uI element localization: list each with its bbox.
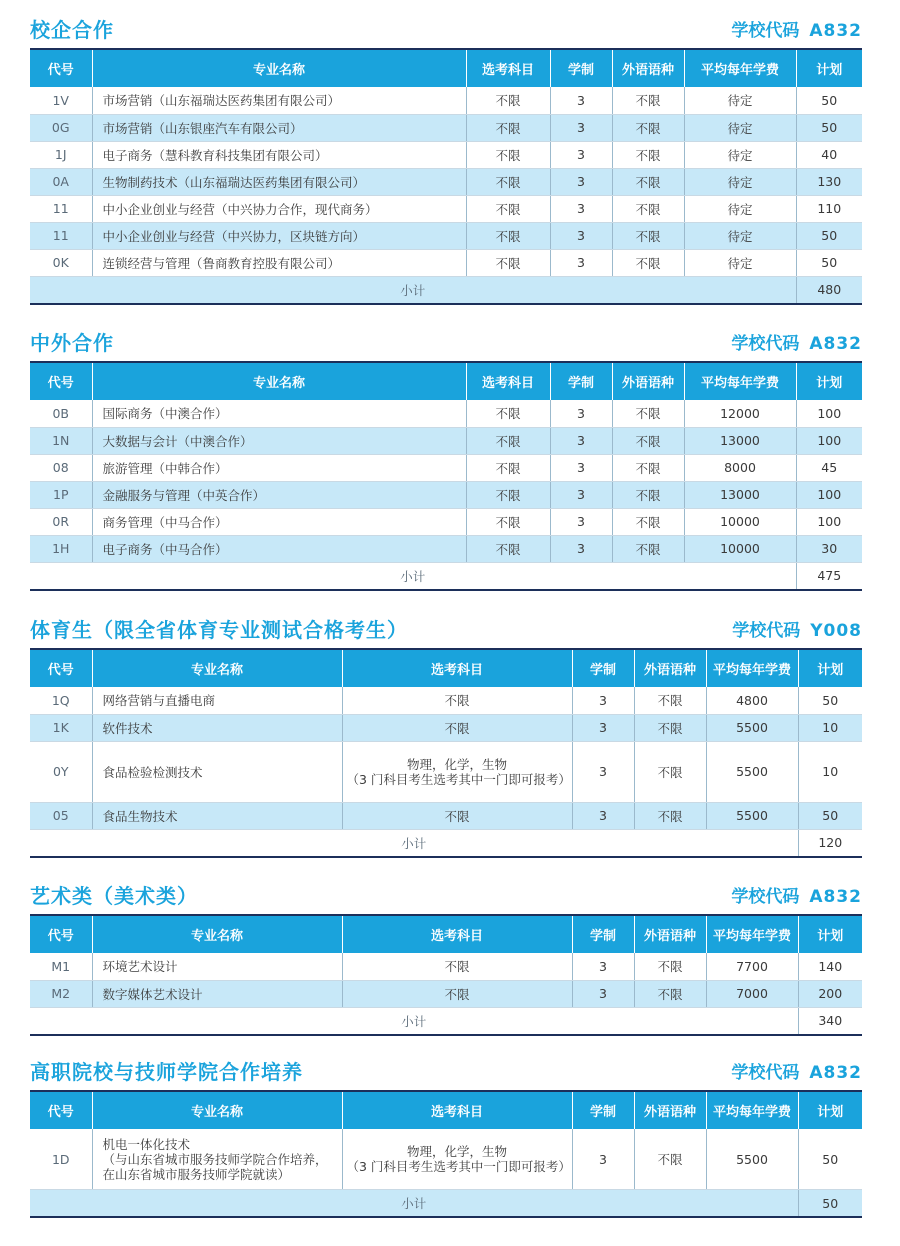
table-header-row — [30, 915, 862, 953]
header-language: 外语语种 — [634, 915, 706, 953]
school-code-value: Y008 — [810, 621, 862, 641]
school-code-label: 学校代码 — [731, 334, 800, 354]
cell-plan: 50 — [796, 249, 862, 276]
cell-subjects: 不限 — [342, 714, 572, 741]
table-row — [30, 508, 862, 535]
header-duration: 学制 — [572, 649, 634, 687]
cell-major: 国际商务（中澳合作） — [92, 400, 466, 427]
table-row — [30, 980, 862, 1007]
cell-tuition: 7700 — [706, 953, 798, 980]
cell-code: 1K — [30, 714, 92, 741]
cell-major: 网络营销与直播电商 — [92, 687, 342, 714]
cell-subjects: 不限 — [466, 400, 550, 427]
table-row — [30, 687, 862, 714]
cell-tuition: 12000 — [684, 400, 796, 427]
cell-tuition: 13000 — [684, 481, 796, 508]
cell-language: 不限 — [634, 953, 706, 980]
table-row — [30, 168, 862, 195]
header-major: 专业名称 — [92, 1091, 342, 1129]
cell-plan: 100 — [796, 400, 862, 427]
subtotal-value: 340 — [798, 1007, 862, 1035]
header-plan: 计划 — [798, 649, 862, 687]
cell-major: 中小企业创业与经营（中兴协力，区块链方向） — [92, 222, 466, 249]
cell-subjects: 不限 — [466, 508, 550, 535]
cell-duration: 3 — [572, 953, 634, 980]
header-tuition: 平均每年学费 — [706, 1091, 798, 1129]
cell-subjects: 不限 — [342, 953, 572, 980]
table-row — [30, 141, 862, 168]
cell-language: 不限 — [612, 427, 684, 454]
cell-major: 商务管理（中马合作） — [92, 508, 466, 535]
section-yishulei — [30, 880, 862, 1036]
cell-subjects: 不限 — [342, 802, 572, 829]
subtotal-label: 小计 — [30, 829, 798, 857]
cell-subjects: 不限 — [466, 168, 550, 195]
cell-subjects: 不限 — [466, 249, 550, 276]
cell-duration: 3 — [550, 249, 612, 276]
school-code-label: 学校代码 — [732, 621, 801, 641]
header-major: 专业名称 — [92, 49, 466, 87]
cell-language: 不限 — [612, 87, 684, 114]
cell-duration: 3 — [572, 1129, 634, 1190]
section-title: 中外合作 — [30, 331, 114, 355]
cell-tuition: 5500 — [706, 741, 798, 802]
subtotal-label: 小计 — [30, 562, 796, 590]
table-row — [30, 222, 862, 249]
cell-duration: 3 — [550, 400, 612, 427]
header-language: 外语语种 — [612, 49, 684, 87]
cell-major: 电子商务（慧科教育科技集团有限公司） — [92, 141, 466, 168]
cell-plan: 40 — [796, 141, 862, 168]
header-tuition: 平均每年学费 — [684, 49, 796, 87]
cell-language: 不限 — [612, 141, 684, 168]
cell-duration: 3 — [550, 168, 612, 195]
cell-language: 不限 — [612, 114, 684, 141]
cell-tuition: 待定 — [684, 141, 796, 168]
cell-duration: 3 — [550, 222, 612, 249]
cell-major: 数字媒体艺术设计 — [92, 980, 342, 1007]
header-code: 代号 — [30, 649, 92, 687]
cell-subjects: 物理，化学，生物 （3 门科目考生选考其中一门即可报考） — [342, 741, 572, 802]
table-row — [30, 1129, 862, 1190]
table-row — [30, 481, 862, 508]
cell-major: 食品生物技术 — [92, 802, 342, 829]
cell-code: 11 — [30, 195, 92, 222]
cell-plan: 30 — [796, 535, 862, 562]
header-subjects: 选考科目 — [342, 649, 572, 687]
subtotal-row — [30, 1190, 862, 1218]
cell-language: 不限 — [612, 195, 684, 222]
school-code-label: 学校代码 — [731, 1063, 800, 1083]
cell-language: 不限 — [634, 1129, 706, 1190]
cell-code: 08 — [30, 454, 92, 481]
cell-code: 0A — [30, 168, 92, 195]
cell-duration: 3 — [572, 980, 634, 1007]
cell-tuition: 待定 — [684, 87, 796, 114]
school-code-label: 学校代码 — [731, 887, 800, 907]
header-subjects: 选考科目 — [466, 362, 550, 400]
cell-language: 不限 — [612, 400, 684, 427]
cell-code: 1J — [30, 141, 92, 168]
table-row — [30, 400, 862, 427]
cell-code: 0K — [30, 249, 92, 276]
cell-subjects: 不限 — [342, 687, 572, 714]
school-code — [731, 329, 862, 354]
table-row — [30, 741, 862, 802]
cell-major: 电子商务（中马合作） — [92, 535, 466, 562]
header-tuition: 平均每年学费 — [706, 649, 798, 687]
header-code: 代号 — [30, 362, 92, 400]
cell-plan: 50 — [798, 1129, 862, 1190]
cell-major: 机电一体化技术 （与山东省城市服务技师学院合作培养， 在山东省城市服务技师学院就读） — [92, 1129, 342, 1190]
cell-code: 0B — [30, 400, 92, 427]
cell-duration: 3 — [572, 802, 634, 829]
table-row — [30, 87, 862, 114]
cell-tuition: 8000 — [684, 454, 796, 481]
cell-plan: 50 — [798, 687, 862, 714]
cell-subjects: 不限 — [466, 454, 550, 481]
school-code-value: A832 — [809, 334, 862, 354]
cell-plan: 130 — [796, 168, 862, 195]
table-row — [30, 114, 862, 141]
section-title: 校企合作 — [30, 18, 114, 42]
cell-tuition: 5500 — [706, 802, 798, 829]
cell-tuition: 待定 — [684, 168, 796, 195]
section-header — [30, 880, 862, 914]
cell-tuition: 10000 — [684, 508, 796, 535]
header-language: 外语语种 — [634, 1091, 706, 1129]
subtotal-row — [30, 276, 862, 304]
cell-subjects: 不限 — [466, 195, 550, 222]
subtotal-row — [30, 1007, 862, 1035]
cell-major: 大数据与会计（中澳合作） — [92, 427, 466, 454]
header-plan: 计划 — [798, 1091, 862, 1129]
table-row — [30, 953, 862, 980]
cell-tuition: 5500 — [706, 714, 798, 741]
subtotal-label: 小计 — [30, 276, 796, 304]
cell-plan: 100 — [796, 508, 862, 535]
cell-major: 市场营销（山东银座汽车有限公司） — [92, 114, 466, 141]
cell-language: 不限 — [612, 168, 684, 195]
section-header — [30, 327, 862, 361]
cell-duration: 3 — [550, 508, 612, 535]
subtotal-row — [30, 562, 862, 590]
cell-tuition: 待定 — [684, 114, 796, 141]
cell-major: 连锁经营与管理（鲁商教育控股有限公司） — [92, 249, 466, 276]
table-header-row — [30, 362, 862, 400]
header-plan: 计划 — [796, 362, 862, 400]
table-row — [30, 802, 862, 829]
header-subjects: 选考科目 — [466, 49, 550, 87]
header-duration: 学制 — [550, 362, 612, 400]
cell-duration: 3 — [550, 454, 612, 481]
school-code-value: A832 — [809, 1063, 862, 1083]
section-zhongwai — [30, 327, 862, 591]
table-row — [30, 195, 862, 222]
cell-subjects: 不限 — [466, 535, 550, 562]
table-row — [30, 714, 862, 741]
header-code: 代号 — [30, 49, 92, 87]
cell-tuition: 5500 — [706, 1129, 798, 1190]
section-title: 艺术类（美术类） — [30, 884, 198, 908]
header-tuition: 平均每年学费 — [684, 362, 796, 400]
header-major: 专业名称 — [92, 362, 466, 400]
cell-plan: 45 — [796, 454, 862, 481]
cell-duration: 3 — [550, 87, 612, 114]
admission-table — [30, 1090, 862, 1218]
cell-code: M2 — [30, 980, 92, 1007]
school-code — [731, 882, 862, 907]
admission-table — [30, 914, 862, 1036]
school-code — [731, 1058, 862, 1083]
cell-subjects: 不限 — [466, 114, 550, 141]
cell-language: 不限 — [634, 980, 706, 1007]
cell-subjects: 不限 — [466, 141, 550, 168]
header-major: 专业名称 — [92, 649, 342, 687]
cell-subjects: 不限 — [466, 222, 550, 249]
section-header — [30, 614, 862, 648]
cell-subjects: 不限 — [342, 980, 572, 1007]
cell-code: 0R — [30, 508, 92, 535]
cell-code: 05 — [30, 802, 92, 829]
header-code: 代号 — [30, 915, 92, 953]
subtotal-value: 50 — [798, 1190, 862, 1218]
cell-major: 金融服务与管理（中英合作） — [92, 481, 466, 508]
cell-plan: 50 — [796, 87, 862, 114]
cell-subjects: 不限 — [466, 481, 550, 508]
cell-plan: 110 — [796, 195, 862, 222]
admission-table — [30, 648, 862, 858]
header-duration: 学制 — [550, 49, 612, 87]
subtotal-value: 480 — [796, 276, 862, 304]
cell-major: 旅游管理（中韩合作） — [92, 454, 466, 481]
cell-duration: 3 — [572, 741, 634, 802]
cell-code: 11 — [30, 222, 92, 249]
cell-duration: 3 — [550, 535, 612, 562]
cell-language: 不限 — [612, 454, 684, 481]
cell-major: 市场营销（山东福瑞达医药集团有限公司） — [92, 87, 466, 114]
subtotal-value: 475 — [796, 562, 862, 590]
subtotal-row — [30, 829, 862, 857]
subtotal-label: 小计 — [30, 1007, 798, 1035]
header-code: 代号 — [30, 1091, 92, 1129]
school-code-value: A832 — [809, 887, 862, 907]
cell-plan: 10 — [798, 714, 862, 741]
cell-tuition: 待定 — [684, 222, 796, 249]
school-code-value: A832 — [809, 21, 862, 41]
cell-code: 1H — [30, 535, 92, 562]
cell-plan: 100 — [796, 481, 862, 508]
admission-table — [30, 361, 862, 591]
cell-plan: 100 — [796, 427, 862, 454]
cell-plan: 140 — [798, 953, 862, 980]
cell-language: 不限 — [612, 249, 684, 276]
cell-plan: 50 — [796, 114, 862, 141]
cell-duration: 3 — [550, 195, 612, 222]
cell-major: 环境艺术设计 — [92, 953, 342, 980]
cell-code: 1D — [30, 1129, 92, 1190]
cell-tuition: 4800 — [706, 687, 798, 714]
header-duration: 学制 — [572, 1091, 634, 1129]
cell-language: 不限 — [634, 687, 706, 714]
cell-duration: 3 — [550, 141, 612, 168]
cell-language: 不限 — [634, 741, 706, 802]
section-header — [30, 14, 862, 48]
table-header-row — [30, 649, 862, 687]
cell-language: 不限 — [634, 802, 706, 829]
cell-duration: 3 — [550, 114, 612, 141]
cell-code: 0Y — [30, 741, 92, 802]
cell-tuition: 13000 — [684, 427, 796, 454]
cell-major: 食品检验检测技术 — [92, 741, 342, 802]
cell-code: 1V — [30, 87, 92, 114]
header-language: 外语语种 — [634, 649, 706, 687]
section-xiaoqi — [30, 14, 862, 305]
header-plan: 计划 — [798, 915, 862, 953]
cell-duration: 3 — [550, 481, 612, 508]
school-code — [731, 16, 862, 41]
cell-plan: 10 — [798, 741, 862, 802]
cell-subjects: 不限 — [466, 87, 550, 114]
cell-code: 1N — [30, 427, 92, 454]
cell-duration: 3 — [572, 687, 634, 714]
cell-language: 不限 — [612, 222, 684, 249]
cell-tuition: 7000 — [706, 980, 798, 1007]
header-plan: 计划 — [796, 49, 862, 87]
header-language: 外语语种 — [612, 362, 684, 400]
cell-plan: 50 — [798, 802, 862, 829]
cell-subjects: 不限 — [466, 427, 550, 454]
cell-plan: 200 — [798, 980, 862, 1007]
table-row — [30, 454, 862, 481]
section-title: 体育生（限全省体育专业测试合格考生） — [30, 618, 408, 642]
section-header — [30, 1056, 862, 1090]
school-code-label: 学校代码 — [731, 21, 800, 41]
cell-major: 生物制药技术（山东福瑞达医药集团有限公司） — [92, 168, 466, 195]
admission-table — [30, 48, 862, 305]
cell-major: 软件技术 — [92, 714, 342, 741]
cell-duration: 3 — [550, 427, 612, 454]
cell-language: 不限 — [612, 481, 684, 508]
header-subjects: 选考科目 — [342, 915, 572, 953]
table-header-row — [30, 1091, 862, 1129]
cell-subjects: 物理，化学，生物 （3 门科目考生选考其中一门即可报考） — [342, 1129, 572, 1190]
cell-plan: 50 — [796, 222, 862, 249]
cell-tuition: 待定 — [684, 195, 796, 222]
table-row — [30, 427, 862, 454]
cell-duration: 3 — [572, 714, 634, 741]
section-title: 高职院校与技师学院合作培养 — [30, 1060, 303, 1084]
table-header-row — [30, 49, 862, 87]
cell-language: 不限 — [612, 535, 684, 562]
cell-language: 不限 — [634, 714, 706, 741]
cell-tuition: 待定 — [684, 249, 796, 276]
section-tiyusheng — [30, 614, 862, 858]
cell-language: 不限 — [612, 508, 684, 535]
header-duration: 学制 — [572, 915, 634, 953]
cell-tuition: 10000 — [684, 535, 796, 562]
cell-major: 中小企业创业与经营（中兴协力合作，现代商务） — [92, 195, 466, 222]
table-row — [30, 535, 862, 562]
cell-code: 1Q — [30, 687, 92, 714]
cell-code: 1P — [30, 481, 92, 508]
table-row — [30, 249, 862, 276]
subtotal-value: 120 — [798, 829, 862, 857]
subtotal-label: 小计 — [30, 1190, 798, 1218]
school-code — [732, 616, 862, 641]
section-gaozhi-jishi — [30, 1056, 862, 1218]
cell-code: M1 — [30, 953, 92, 980]
header-subjects: 选考科目 — [342, 1091, 572, 1129]
cell-code: 0G — [30, 114, 92, 141]
header-major: 专业名称 — [92, 915, 342, 953]
header-tuition: 平均每年学费 — [706, 915, 798, 953]
